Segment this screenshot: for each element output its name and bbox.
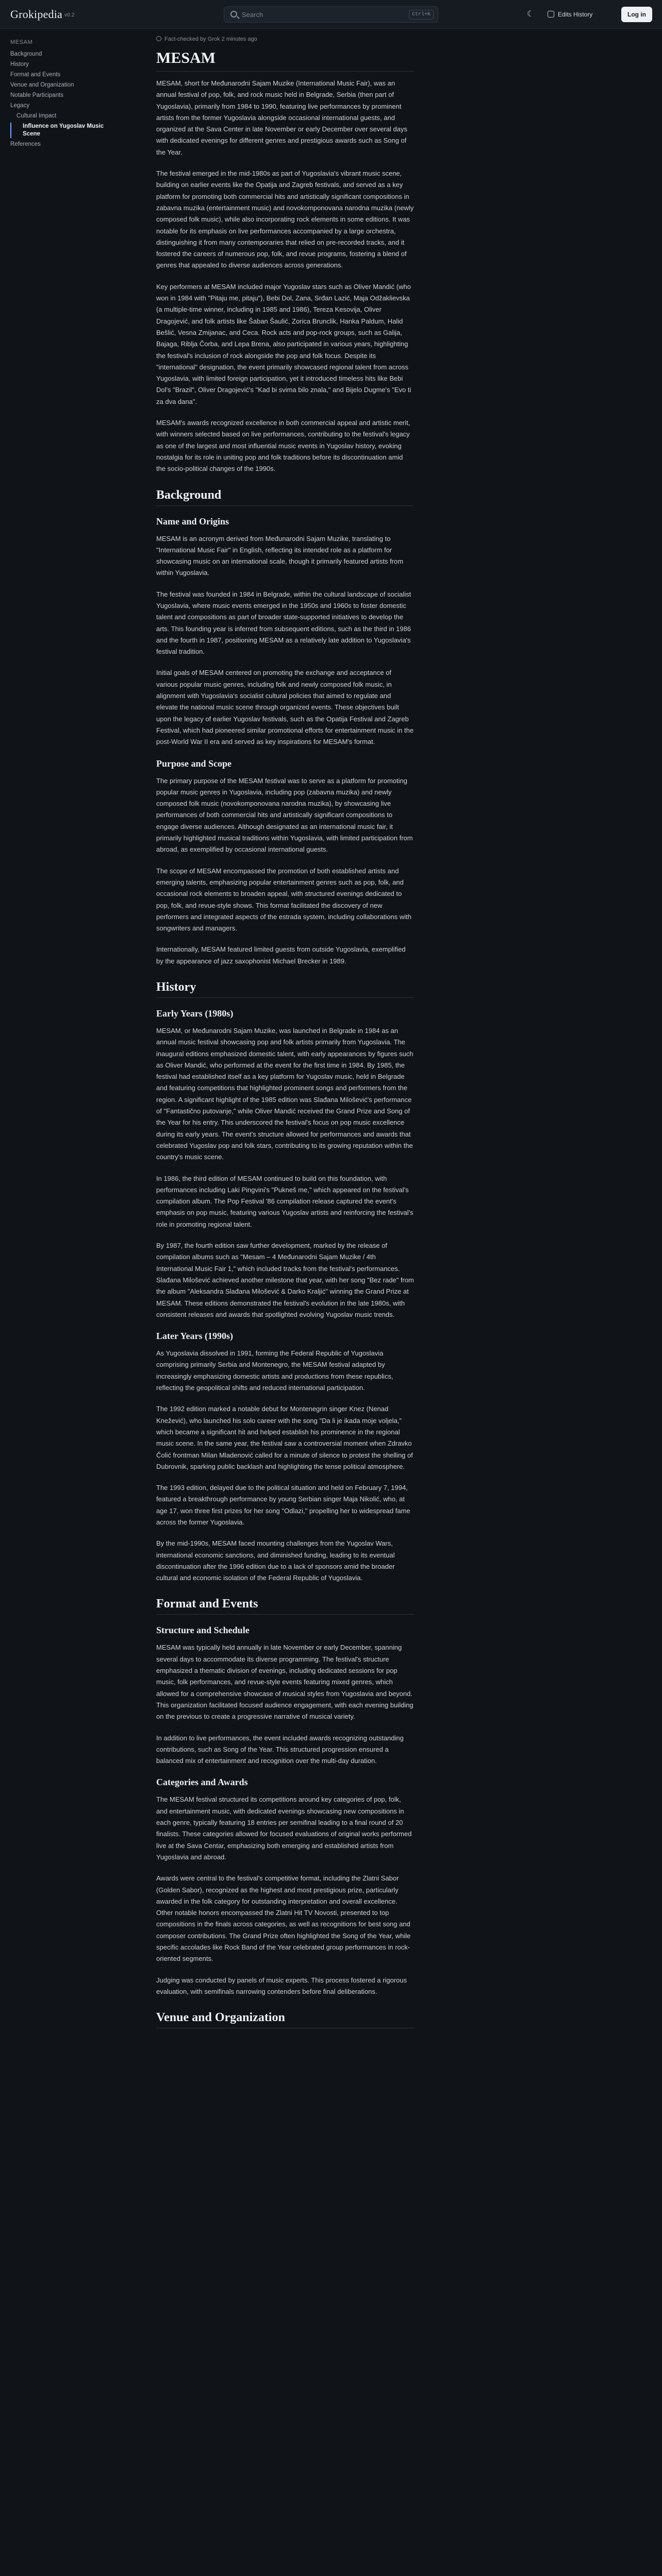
body-paragraph: MESAM is an acronym derived from Međunarodni Sajam Muzike, translating to "International Music Fair" in English, reflecting its intended role as a platform for showcasing music on an international scale, though it primarily featured artists from within Yugoslavia. bbox=[156, 534, 404, 577]
body-paragraph: Judging was conducted by panels of music experts. This process fostered a rigorous evaluation, with semifinals narrowing contenders before final deliberations. bbox=[156, 1976, 407, 1995]
top-bar bbox=[0, 0, 662, 29]
search-input[interactable]: Search bbox=[242, 11, 263, 19]
search-shortcut: Ctrl+K bbox=[409, 10, 434, 20]
toc-item[interactable]: Venue and Organization bbox=[10, 82, 74, 88]
section-heading: History bbox=[156, 980, 414, 998]
fact-check-note: Fact-checked by Grok 2 minutes ago bbox=[156, 36, 414, 42]
body-paragraph: The 1992 edition marked a notable debut for Montenegrin singer Knez (Nenad Knežević), who launched his solo career with the song "Da li je ikada moje voljela," which became a significant hit and helped establish his prominence in the regional music scene. In the same year, the festival saw a controversial moment when Zdravko Čolić frontman Milan Mladenović called for a minute of silence to protest the shelling of Dubrovnik, sparking public backlash and highlighting the tense political atmosphere. bbox=[156, 1405, 413, 1470]
subsection-heading: Categories and Awards bbox=[156, 1777, 248, 1788]
subsection-heading: Name and Origins bbox=[156, 516, 229, 527]
body-paragraph: As Yugoslavia dissolved in 1991, forming the Federal Republic of Yugoslavia comprising primarily Serbia and Montenegro, the MESAM festival adapted by increasingly emphasizing domestic artists and productions from these republics, reflecting the geopolitical shifts and reduced international participation. bbox=[156, 1349, 393, 1392]
body-paragraph: The 1993 edition, delayed due to the political situation and held on February 7, 1994, featured a breakthrough performance by young Serbian singer Maja Nikolić, who, at age 17, won three first prizes for her song "Odlazi," propelling her to widespread fame across the former Yugoslavia. bbox=[156, 1484, 410, 1526]
edits-history-button[interactable]: Edits History bbox=[542, 7, 599, 22]
body-paragraph: The scope of MESAM encompassed the promotion of both established artists and emerging talents, emphasizing popular entertainment genres such as pop, folk, and occasional rock elements to broaden appeal, with structured evenings dedicated to pop, folk, and revue-style shows. This format facilitated the discovery of new performers and integrated aspects of the estrada system, including collaborations with songwriters and managers. bbox=[156, 867, 411, 933]
page-title: MESAM bbox=[156, 49, 414, 72]
search-icon bbox=[230, 11, 237, 18]
intro-paragraph: Key performers at MESAM included major Yugoslav stars such as Oliver Mandić (who won in 1984 with "Pitaju me, pitaju"), Bebi Dol, Zana, Srđan Lazić, Maja Odžaklievska (a multiple-time winner, including in 1985 and 1986), Tereza Kesovija, Oliver Dragojević, and folk artists like Šaban Šaulić, Zorica Brunclik, Hanka Paldum, Halid Bešlić, Vesna Zmijanac, and Ceca. Rock acts and pop-rock groups, such as Galija, Bajaga, Riblja Čorba, and Lepa Brena, also participated in various years, highlighting the festival's inclusion of rock alongside the pop and folk focus. Despite its "international" designation, the event primarily showcased regional talent from across Yugoslavia, with limited foreign participation, yet it introduced timeless hits like Bebi Dol's "Brazil", Oliver Dragojević's "Kad bi svima bilo znala," and Bijelo Dugme's "Evo ti za dva dana". bbox=[156, 282, 411, 405]
intro-paragraph: The festival emerged in the mid-1980s as part of Yugoslavia's vibrant music scene, building on earlier events like the Opatija and Zagreb festivals, and served as a key platform for promoting both commercial hits and artistically significant compositions in zabavna muzika (entertainment music) and novokomponovana narodna muzika (newly composed folk music), while also incorporating rock elements in some editions. It was notable for its emphasis on live performances accompanied by a large orchestra, distinguishing it from many contemporaries that relied on pre-recorded tracks, and it fostered the careers of numerous pop, folk, and revue programs, fostering a blend of genres that appealed to diverse audiences across generations. bbox=[156, 170, 414, 269]
search-box[interactable] bbox=[224, 6, 438, 23]
version-badge: v0.2 bbox=[64, 12, 75, 18]
toc-item[interactable]: Notable Participants bbox=[10, 92, 63, 98]
body-paragraph: Awards were central to the festival's competitive format, including the Zlatni Sabor (Golden Sabor), recognized as the highest and most prestigious prize, particularly awarded in the folk category for outstanding interpretation and overall excellence. Other notable honors encompassed the Zlatni Hit TV Novosti, presented to top compositions in the finals across categories, as well as recognitions for best song and composer contributions. The Grand Prize often highlighted the Song of the Year, while specific accolades like Rock Band of the Year celebrated group performances in rock-oriented segments. bbox=[156, 1874, 411, 1963]
body-paragraph: By 1987, the fourth edition saw further development, marked by the release of compilation albums such as "Mesam – 4 Međunarodni Sajam Muzike / 4th International Music Fair 1," which included tracks from the festival's performances. Slađana Milošević achieved another milestone that year, with her song "Bez rade" from the album "Aleksandra Slađana Milošević & Darko Kraljić" winning the Grand Prize at MESAM. These editions demonstrated the festival's evolution in the late 1980s, with consistent releases and awards that spotlighted evolving Yugoslav music trends. bbox=[156, 1242, 414, 1318]
toc-item[interactable]: Cultural Impact bbox=[16, 113, 57, 119]
subsection-heading: Early Years (1980s) bbox=[156, 1008, 234, 1019]
subsection-heading: Later Years (1990s) bbox=[156, 1331, 233, 1342]
body-paragraph: MESAM was typically held annually in late November or early December, spanning several days to accommodate its diverse programming. The festival's structure emphasized a thematic division of evenings, including dedicated sessions for pop music, folk performances, and revue-style events featuring mixed genres, which allowed for a comprehensive showcase of musical styles from Yugoslavia and beyond. This organization facilitated focused audience engagement, with each evening building on the previous to create a progressive narrative of musical variety. bbox=[156, 1643, 413, 1721]
section-heading: Venue and Organization bbox=[156, 2011, 414, 2028]
toc-title[interactable]: MESAM bbox=[10, 39, 33, 45]
moon-icon[interactable]: ☾ bbox=[526, 10, 535, 19]
body-paragraph: The primary purpose of the MESAM festival was to serve as a platform for promoting popular music genres in Yugoslavia, including pop (zabavna muzika) and newly composed folk music (novokomponovana narodna muzika), by showcasing live performances of both commercial hits and artistically significant compositions to engage diverse audiences. Although designated as an international music fair, it primarily highlighted musical traditions within Yugoslavia, with limited participation from abroad, as exemplified by occasional international guests. bbox=[156, 776, 413, 854]
subsection-heading: Structure and Schedule bbox=[156, 1625, 250, 1636]
login-button[interactable]: Log in bbox=[621, 7, 652, 22]
body-paragraph: By the mid-1990s, MESAM faced mounting challenges from the Yugoslav Wars, international economic sanctions, and diminished funding, leading to its eventual discontinuation after the 1996 edition due to a lack of sponsors amid the broader cultural and economic isolation of the Federal Republic of Yugoslavia. bbox=[156, 1539, 395, 1582]
body-paragraph: In addition to live performances, the event included awards recognizing outstanding contributions, such as Song of the Year. This structured progression ensured a balanced mix of entertainment and recognition over the multi-day duration. bbox=[156, 1734, 404, 1765]
toc-item[interactable]: History bbox=[10, 61, 29, 67]
toc-item[interactable]: Format and Events bbox=[10, 72, 61, 78]
intro-paragraph: MESAM, short for Međunarodni Sajam Muzike (International Music Fair), was an annual festival of pop, folk, and rock music held in Belgrade, Serbia (then part of Yugoslavia), primarily from 1984 to 1990, featuring live performances by prominent artists from the former Yugoslavia alongside occasional international guests, and organized at the Sava Center in late November or early December over several days with dedicated evenings for different genres and prestigious awards such as Song of the Year. bbox=[156, 79, 408, 156]
subsection-heading: Purpose and Scope bbox=[156, 758, 232, 769]
body-paragraph: Initial goals of MESAM centered on promoting the exchange and acceptance of various popular music genres, including folk and newly composed folk music, in alignment with Yugoslavia's socialist cultural policies that aimed to regulate and elevate the national music scene through organized events. These objectives built upon the legacy of earlier Yugoslav festivals, such as the Opatija Festival and Zagreb Festival, which had pioneered similar promotional efforts for entertainment music in the post-World War II era and served as key inspirations for MESAM's format. bbox=[156, 669, 414, 746]
section-heading: Background bbox=[156, 488, 414, 506]
toc-item[interactable]: References bbox=[10, 141, 41, 147]
toc-item[interactable]: Background bbox=[10, 51, 42, 57]
toc-item[interactable]: Influence on Yugoslav Music Scene bbox=[10, 123, 108, 138]
body-paragraph: The MESAM festival structured its competitions around key categories of pop, folk, and entertainment music, with dedicated evenings showcasing new compositions in each genre, typically featuring 18 entries per semifinal leading to a final round of 20 finalists. These categories allowed for focused evaluations of original works performed live at the Sava Centar, emphasizing both emerging and established artists from Yugoslavia and abroad. bbox=[156, 1795, 412, 1861]
body-paragraph: In 1986, the third edition of MESAM continued to build on this foundation, with performances including Laki Pingvini's "Pukneš me," which appeared on the festival's compilation album. The Pop Festival '86 compilation release captured the event's emphasis on pop music, featuring various Yugoslav artists and reinforcing the festival's role in promoting regional talent. bbox=[156, 1174, 413, 1228]
toc-item[interactable]: Legacy bbox=[10, 103, 30, 109]
section-heading: Format and Events bbox=[156, 1597, 414, 1615]
intro-paragraph: MESAM's awards recognized excellence in both commercial appeal and artistic merit, with winners selected based on live performances, contributing to the festival's legacy as one of the largest and most influential music events in Yugoslav history, evoking nostalgia for its role in uniting pop and folk traditions before its discontinuation amid the socio-political changes of the 1990s. bbox=[156, 419, 410, 473]
body-paragraph: MESAM, or Međunarodni Sajam Muzike, was launched in Belgrade in 1984 as an annual music festival showcasing pop and folk artists primarily from Yugoslavia. The inaugural editions emphasized domestic talent, with early appearances by figures such as Oliver Mandić, who performed at the event for the first time in 1984. By 1985, the festival had established itself as a key platform for Yugoslav music, held in Belgrade and featuring competitions that highlighted prominent songs and performers from the region. A significant highlight of the 1985 edition was Slađana Milošević's performance of "Fantastično putovanje," while Oliver Mandić received the Grand Prize and Song of the Year for his entry. This underscored the festival's focus on pop music excellence during its early years. The event's structure allowed for performances and awards that celebrated Yugoslav pop and folk stars, contributing to its growing reputation within the country's music scene. bbox=[156, 1027, 413, 1161]
body-paragraph: The festival was founded in 1984 in Belgrade, within the cultural landscape of socialist Yugoslavia, where music events emerged in the 1950s and 1960s to foster domestic talent and compositions as part of broader state-supported initiatives to develop the arts. This founding year is inferred from subsequent editions, such as the third in 1986 and the fourth in 1987, positioning MESAM as a relatively late addition to Yugoslavia's festival tradition. bbox=[156, 590, 411, 656]
table-of-contents bbox=[10, 39, 108, 151]
clock-icon bbox=[156, 36, 161, 41]
body-paragraph: Internationally, MESAM featured limited guests from outside Yugoslavia, exemplified by the appearance of jazz saxophonist Michael Brecker in 1989. bbox=[156, 945, 406, 965]
article bbox=[156, 36, 414, 2037]
site-logo[interactable]: Grokipedia v0.2 bbox=[10, 8, 75, 21]
history-icon bbox=[548, 11, 554, 18]
